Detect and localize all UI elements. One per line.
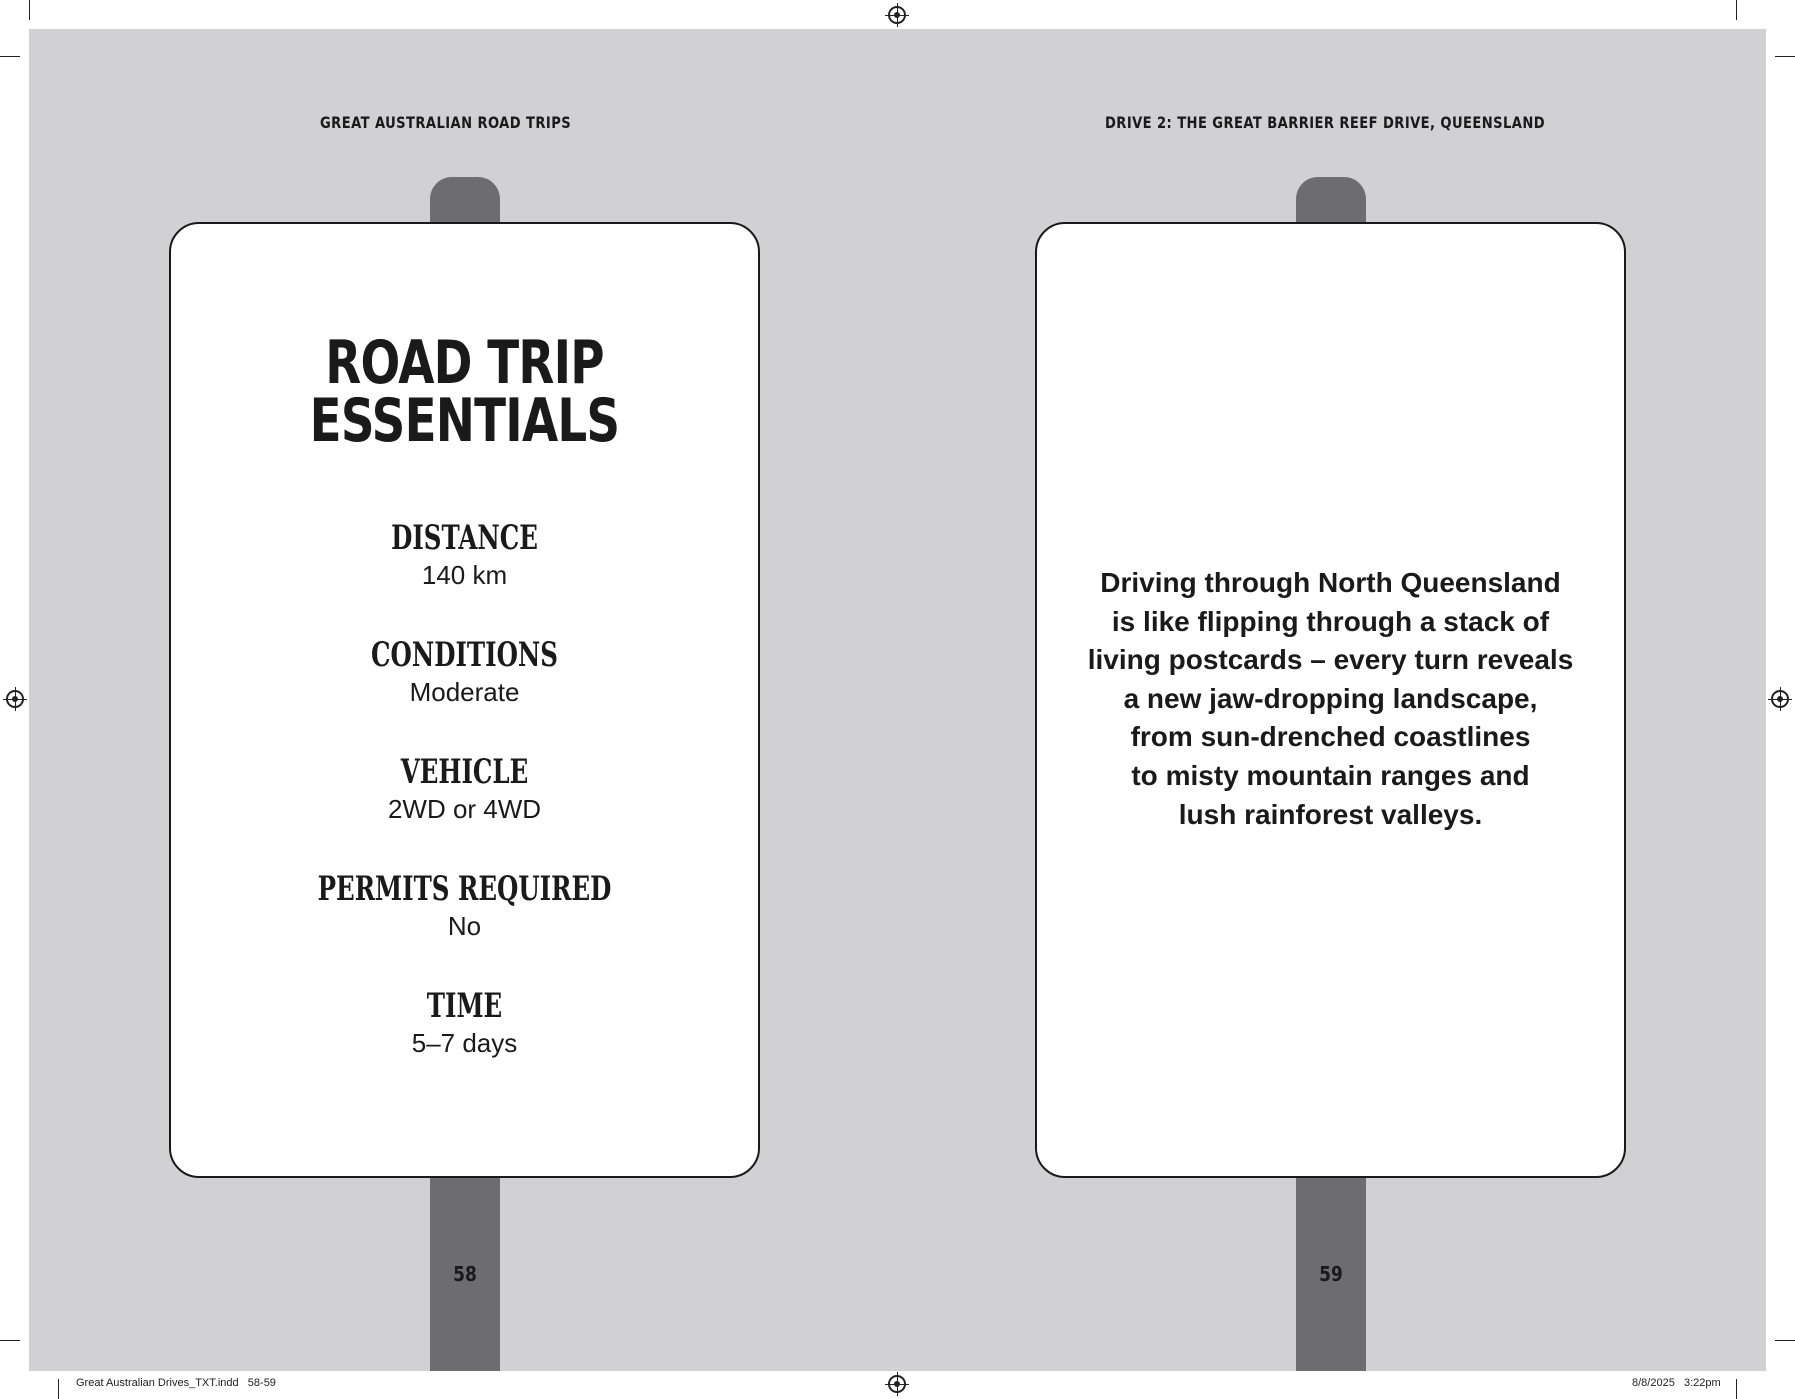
quote-line: from sun-drenched coastlines [1130, 721, 1531, 753]
crop-mark-top-left-v [29, 0, 30, 20]
essential-value: Moderate [409, 677, 520, 707]
page-number-left: 58 [453, 1262, 477, 1286]
quote-line: living postcards – every turn reveals [1087, 644, 1574, 676]
essentials-list [171, 519, 758, 1104]
registration-mark-icon [1771, 690, 1789, 708]
essential-item [171, 870, 758, 987]
essential-label: CONDITIONS [371, 635, 558, 675]
sign-title-line-2: ESSENTIALS [309, 386, 620, 456]
page-number-right: 59 [1319, 1262, 1343, 1286]
essential-label: VEHICLE [400, 752, 529, 792]
crop-mark-bottom-right-v [1736, 1379, 1737, 1399]
essential-label: DISTANCE [391, 518, 538, 558]
quote-line: is like flipping through a stack of [1111, 605, 1550, 637]
slug-date-time: 8/8/2025 3:22pm [1632, 1377, 1721, 1389]
quote-line: lush rainforest valleys. [1178, 798, 1483, 830]
essential-item [171, 519, 758, 636]
crop-mark-bottom-left-v [58, 1379, 59, 1399]
essential-item [171, 987, 758, 1104]
crop-mark-top-right-h [1775, 56, 1795, 57]
essentials-sign [169, 222, 760, 1178]
essential-item [171, 753, 758, 870]
quote-line: to misty mountain ranges and [1131, 759, 1530, 791]
running-head-right: DRIVE 2: THE GREAT BARRIER REEF DRIVE, QUEENSLAND [1105, 113, 1546, 132]
quote-line: Driving through North Queensland [1100, 567, 1561, 598]
essential-value: No [447, 911, 482, 941]
essential-label: PERMITS REQUIRED [317, 869, 612, 909]
crop-mark-top-left-h [0, 56, 20, 57]
registration-mark-icon [888, 1375, 906, 1393]
crop-mark-bottom-left-h [0, 1340, 20, 1341]
essential-value: 140 km [421, 560, 508, 590]
quote-line: a new jaw-dropping landscape, [1123, 682, 1538, 714]
pull-quote [1067, 564, 1594, 834]
essential-item [171, 636, 758, 753]
essential-value: 2WD or 4WD [387, 794, 542, 824]
essential-label: TIME [426, 986, 503, 1026]
running-head-left: GREAT AUSTRALIAN ROAD TRIPS [320, 113, 572, 132]
sign-title [236, 328, 694, 456]
sign-title-line-1: ROAD TRIP [325, 328, 604, 398]
slug-file-info: Great Australian Drives_TXT.indd 58-59 [76, 1377, 276, 1389]
quote-sign [1035, 222, 1626, 1178]
registration-mark-icon [888, 6, 906, 24]
crop-mark-top-right-v [1736, 0, 1737, 20]
registration-mark-icon [6, 690, 24, 708]
crop-mark-bottom-right-h [1775, 1340, 1795, 1341]
essential-value: 5–7 days [411, 1028, 518, 1058]
